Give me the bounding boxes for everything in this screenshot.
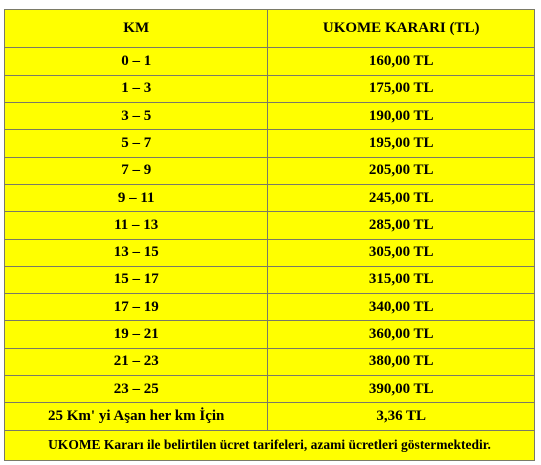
table-row — [5, 212, 535, 239]
fare-price-cell: 315,00 TL — [268, 266, 535, 293]
km-range-cell: 15 – 17 — [5, 266, 268, 293]
fare-price-cell: 190,00 TL — [268, 103, 535, 130]
km-range-cell: 25 Km' yi Aşan her km İçin — [5, 403, 268, 430]
fare-table-body — [5, 10, 535, 461]
fare-price-cell: 380,00 TL — [268, 348, 535, 375]
table-row — [5, 239, 535, 266]
km-range-cell: 3 – 5 — [5, 103, 268, 130]
km-range-cell: 17 – 19 — [5, 294, 268, 321]
fare-price-cell: 3,36 TL — [268, 403, 535, 430]
table-row — [5, 348, 535, 375]
table-row — [5, 294, 535, 321]
km-range-cell: 23 – 25 — [5, 375, 268, 402]
km-range-cell: 9 – 11 — [5, 184, 268, 211]
table-row — [5, 157, 535, 184]
taxi-fare-table — [4, 9, 535, 461]
header-price: UKOME KARARI (TL) — [268, 10, 535, 48]
table-row — [5, 266, 535, 293]
fare-price-cell: 245,00 TL — [268, 184, 535, 211]
fare-price-cell: 340,00 TL — [268, 294, 535, 321]
fare-price-cell: 175,00 TL — [268, 75, 535, 102]
fare-price-cell: 205,00 TL — [268, 157, 535, 184]
km-range-cell: 21 – 23 — [5, 348, 268, 375]
km-range-cell: 1 – 3 — [5, 75, 268, 102]
table-header-row — [5, 10, 535, 48]
table-row — [5, 184, 535, 211]
km-range-cell: 13 – 15 — [5, 239, 268, 266]
km-range-cell: 0 – 1 — [5, 48, 268, 75]
table-row — [5, 375, 535, 402]
km-range-cell: 19 – 21 — [5, 321, 268, 348]
table-row — [5, 75, 535, 102]
fare-price-cell: 360,00 TL — [268, 321, 535, 348]
fare-price-cell: 195,00 TL — [268, 130, 535, 157]
fare-price-cell: 305,00 TL — [268, 239, 535, 266]
fare-price-cell: 285,00 TL — [268, 212, 535, 239]
table-row — [5, 103, 535, 130]
table-row — [5, 48, 535, 75]
table-row — [5, 321, 535, 348]
header-km: KM — [5, 10, 268, 48]
fare-note: UKOME Kararı ile belirtilen ücret tarifeleri, azami ücretleri göstermektedir. — [5, 430, 535, 460]
fare-price-cell: 390,00 TL — [268, 375, 535, 402]
table-row — [5, 403, 535, 430]
km-range-cell: 5 – 7 — [5, 130, 268, 157]
km-range-cell: 11 – 13 — [5, 212, 268, 239]
table-row — [5, 130, 535, 157]
fare-price-cell: 160,00 TL — [268, 48, 535, 75]
km-range-cell: 7 – 9 — [5, 157, 268, 184]
table-note-row — [5, 430, 535, 460]
